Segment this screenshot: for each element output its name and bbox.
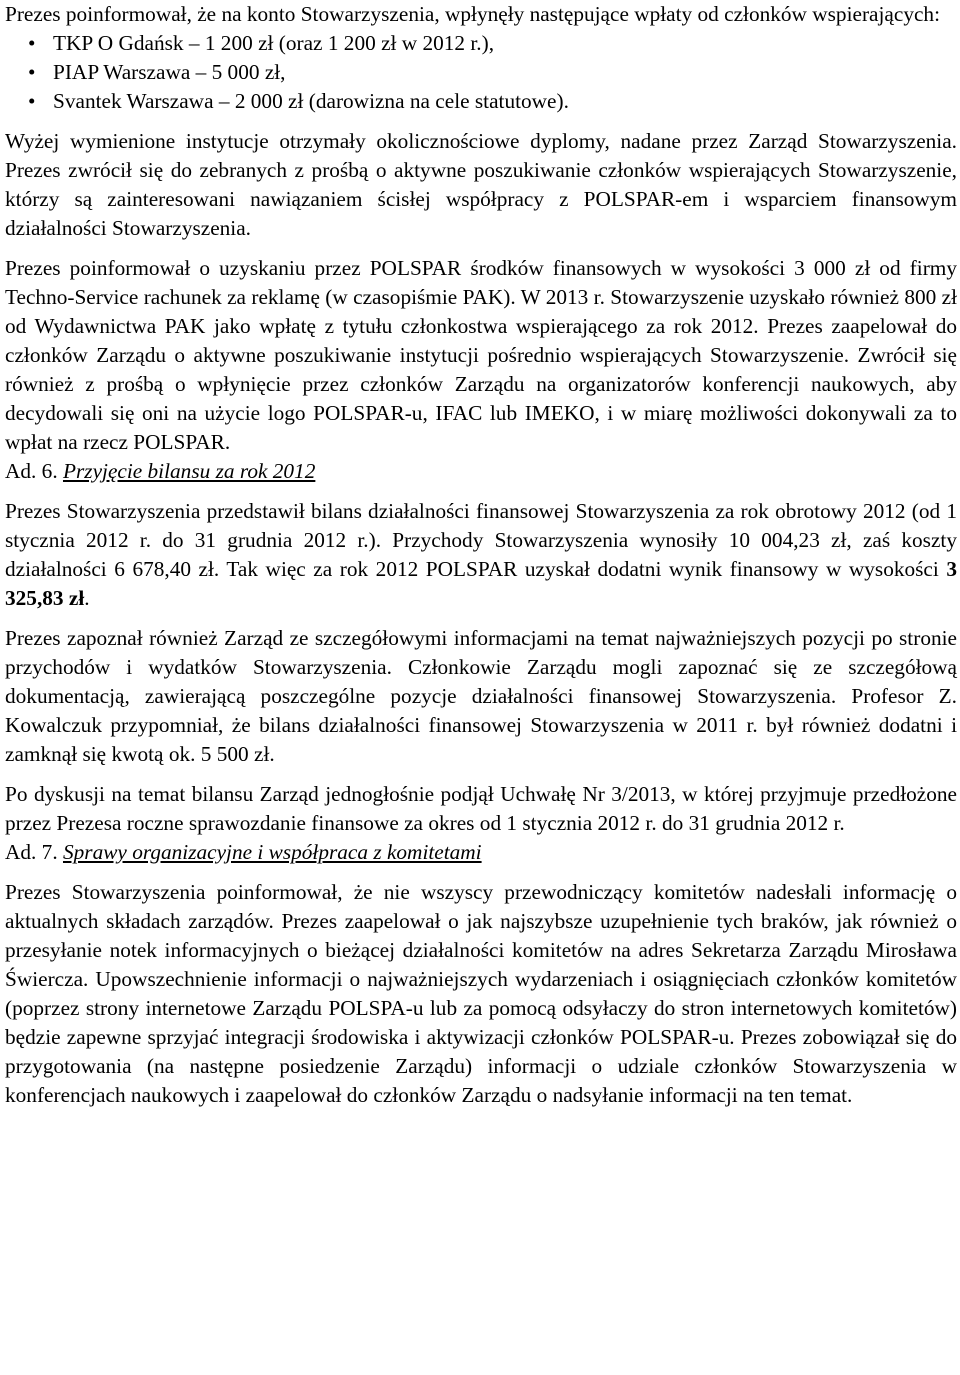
bullet-icon: •: [28, 31, 36, 55]
bullet-icon: •: [28, 60, 36, 84]
balance-result: 3 325,83 zł: [5, 557, 957, 610]
paragraph-committees: Prezes Stowarzyszenia poinformował, że nie wszyscy przewodniczący komitetów nadesłali informację o aktualnych składach zarządów. Prezes zaapelował o jak najszybsze uzupełnienie tych braków, jak również o przesyłanie notek informacyjnych o bieżącej działalności komitetów na adres Sekretarza Zarządu Mirosława Świercza. Upowszechnienie informacji o najważniejszych wydarzeniach i osiągnięciach członków komitetów (poprzez strony internetowe Zarządu POLSPA-u lub za pomocą odsyłaczy do stron internetowych komitetów) będzie zapewne sprzyjać integracji środowiska i aktywizacji członków POLSPAR-u. Prezes zobowiązał się do przygotowania (na następne posiedzenie Zarządu) informacji o udziale członków Stowarzyszenia w konferencjach naukowych i zaapelował do członków Zarządu o nadsyłanie informacji na ten temat.: [5, 880, 957, 1107]
balance-end: .: [84, 586, 90, 610]
section-title: Sprawy organizacyjne i współpraca z komitetami: [62, 840, 482, 864]
list-item: [5, 58, 957, 87]
intro-paragraph: Prezes poinformował, że na konto Stowarzyszenia, wpłynęły następujące wpłaty od członków wspierających:: [5, 2, 940, 26]
payments-list: [5, 29, 957, 116]
section-heading-6: [5, 457, 957, 486]
section-title: Przyjęcie bilansu za rok 2012: [62, 459, 316, 483]
document-page: [5, 0, 957, 1110]
bullet-icon: •: [28, 89, 36, 113]
list-item-text: TKP O Gdańsk – 1 200 zł (oraz 1 200 zł w 2012 r.),: [53, 31, 495, 55]
paragraph-details: Prezes zapoznał również Zarząd ze szczegółowymi informacjami na temat najważniejszych pozycji po stronie przychodów i wydatków Stowarzyszenia. Członkowie Zarządu mogli zapoznać się ze szczegółową dokumentacją, zawierającą poszczególne pozycje działalności finansowej Stowarzyszenia. Profesor Z. Kowalczuk przypomniał, że bilans działalności finansowej Stowarzyszenia w 2011 r. był również dodatni i zamknął się kwotą ok. 5 500 zł.: [5, 626, 957, 766]
paragraph-balance: [5, 497, 957, 613]
list-item-text: Svantek Warszawa – 2 000 zł (darowizna na cele statutowe).: [53, 89, 569, 113]
section-heading-7: [5, 838, 957, 867]
paragraph-resolution: Po dyskusji na temat bilansu Zarząd jednogłośnie podjął Uchwałę Nr 3/2013, w której przyjmuje przedłożone przez Prezesa roczne sprawozdanie finansowe za okres od 1 stycznia 2012 r. do 31 grudnia 2012 r.: [5, 782, 957, 835]
paragraph-funding: Prezes poinformował o uzyskaniu przez POLSPAR środków finansowych w wysokości 3 000 zł od firmy Techno-Service rachunek za reklamę (w czasopiśmie PAK). W 2013 r. Stowarzyszenie uzyskało również 800 zł od Wydawnictwa PAK jako wpłatę z tytułu członkostwa wspierającego za rok 2012. Prezes zaapelował do członków Zarządu o aktywne poszukiwanie instytucji pośrednio wspierających Stowarzyszenie. Zwrócił się również z prośbą o wpłynięcie przez członków Zarządu na organizatorów konferencji naukowych, aby decydowali się oni na użycie logo POLSPAR-u, IFAC lub IMEKO, i w miarę możliwości dokonywali za to wpłat na rzecz POLSPAR.: [5, 256, 957, 454]
list-item: [5, 29, 957, 58]
list-item: [5, 87, 957, 116]
section-number: Ad. 7.: [5, 840, 58, 864]
section-number: Ad. 6.: [5, 459, 58, 483]
balance-text: Prezes Stowarzyszenia przedstawił bilans działalności finansowej Stowarzyszenia za rok obrotowy 2012 (od 1 stycznia 2012 r. do 31 grudnia 2012 r.). Przychody Stowarzyszenia wynosiły 10 004,23 zł, zaś koszty działalności 6 678,40 zł. Tak więc za rok 2012 POLSPAR uzyskał dodatni wynik finansowy w wysokości: [5, 499, 957, 581]
list-item-text: PIAP Warszawa – 5 000 zł,: [53, 60, 286, 84]
paragraph-diplomas: Wyżej wymienione instytucje otrzymały okolicznościowe dyplomy, nadane przez Zarząd Stowarzyszenia. Prezes zwrócił się do zebranych z prośbą o aktywne poszukiwanie członków wspierających Stowarzyszenie, którzy są zainteresowani nawiązaniem ścisłej współpracy z POLSPAR-em i wsparciem finansowym działalności Stowarzyszenia.: [5, 129, 957, 240]
